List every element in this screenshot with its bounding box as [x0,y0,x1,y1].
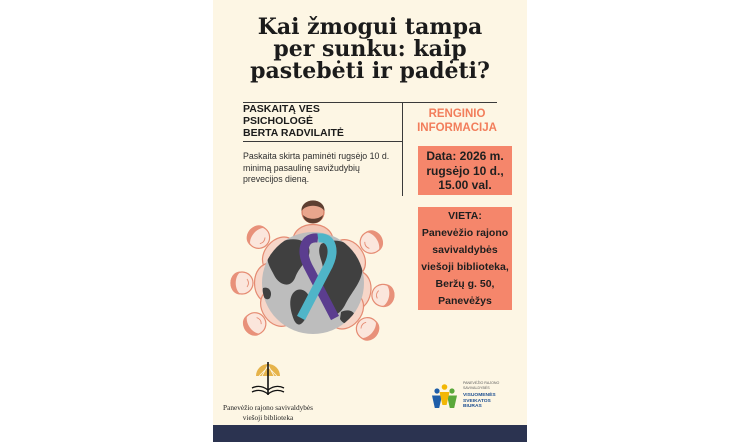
library-logo-caption [213,403,323,423]
event-info-line: RENGINIO [428,108,486,120]
title-line: pastebėti ir padėti? [250,58,490,84]
bureau-name-line: BIURAS [463,404,482,410]
health-bureau-name [463,393,496,410]
event-poster [213,0,527,442]
footer-bar [213,425,527,442]
lecturer-heading [243,103,344,139]
date-line: Data: 2026 m. [426,149,504,163]
venue-line: Panevėžys [438,294,492,307]
title-line: Kai žmogui tampa [257,14,483,40]
lecturer-line: PASKAITĄ VES [243,103,320,115]
date-box [418,146,512,195]
event-info-heading [402,107,512,135]
description-line: Paskaita skirta paminėti rugsėjo 10 d. [243,151,390,161]
health-bureau-logo [431,380,511,412]
org-line: PANEVĖŽIO RAJONO [463,381,500,385]
title-line: per sunku: kaip [273,36,467,62]
description-line: minimą pasaulinę savižudybių [243,162,360,173]
lecturer-line: BERTA RADVILAITĖ [243,127,344,139]
book-icon [250,359,286,399]
date-line: rugsėjo 10 d., [426,163,504,178]
venue-line: VIETA: [448,209,482,222]
health-bureau-org [463,381,499,390]
venue-line: viešoji biblioteka, [421,260,509,273]
venue-line: Panevėžio rajono [421,226,509,239]
lecturer-line: PSICHOLOGĖ [243,115,314,127]
venue-box [418,207,512,310]
people-icon [431,383,458,410]
venue-line: Beržų g. 50, [435,277,495,290]
date-line: 15.00 val. [438,178,492,192]
venue-line: savivaldybės [432,243,498,256]
library-name-line: viešoji biblioteka [242,413,294,422]
globe-illustration [223,188,408,353]
description-line: prevecijos dieną. [243,174,310,184]
org-line: SAVIVALDYBĖS [463,385,490,390]
lecture-description [243,151,389,186]
event-info-line: INFORMACIJA [417,122,497,134]
divider-lecturer [243,141,402,142]
poster-title [213,16,527,82]
bureau-name-line: SVEIKATOS [463,398,491,404]
bureau-name-line: VISUOMENĖS [463,393,496,398]
library-name-line: Panevėžio rajono savivaldybės [223,403,313,412]
